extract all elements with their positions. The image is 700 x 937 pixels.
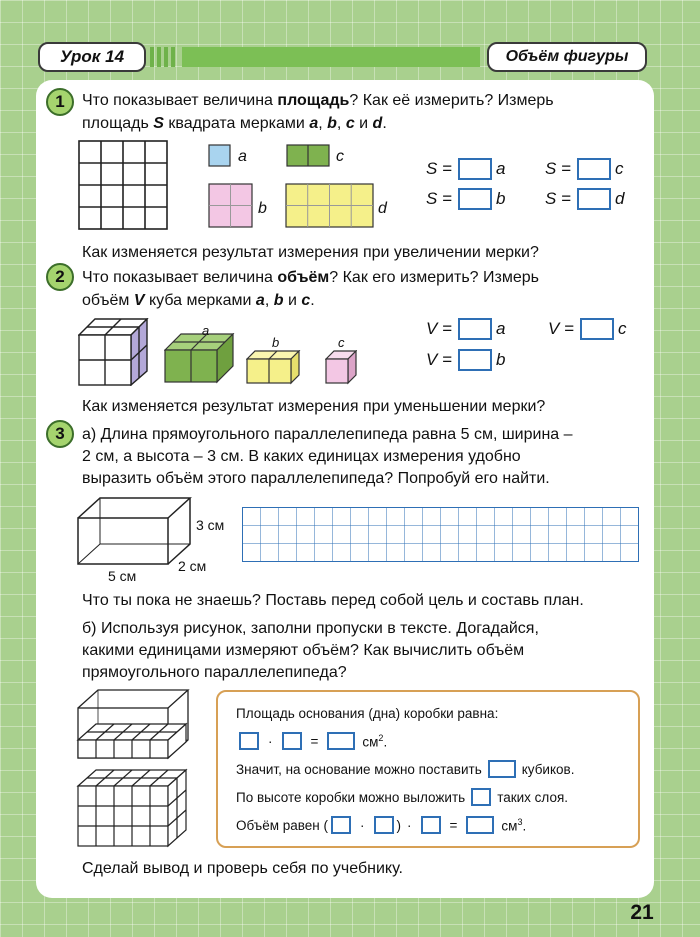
task-2-question: Как изменяется результат измерения при уменьшении мерки? bbox=[82, 398, 546, 415]
blank-layers[interactable] bbox=[471, 788, 491, 806]
measure-b-block bbox=[246, 350, 302, 386]
answer-box-v-c[interactable] bbox=[580, 318, 614, 340]
measure-c-cube bbox=[325, 350, 357, 386]
task-1-question: Как изменяется результат измерения при увеличении мерки? bbox=[82, 244, 539, 261]
label-d: d bbox=[378, 200, 387, 217]
eq-v-a: V = a bbox=[426, 319, 506, 338]
task-1-number: 1 bbox=[46, 88, 74, 116]
eq-v-c: V = c bbox=[548, 319, 627, 338]
task-3a-line2: 2 см, а высота – 3 см. В каких единицах измерения удобно bbox=[82, 448, 521, 465]
blank-volume[interactable] bbox=[466, 816, 494, 834]
label-b: b bbox=[258, 200, 267, 217]
dim-height: 3 см bbox=[196, 517, 225, 533]
dim-width: 2 см bbox=[178, 558, 207, 574]
answer-box-s-a[interactable] bbox=[458, 158, 492, 180]
blank-area[interactable] bbox=[327, 732, 355, 750]
answer-box-s-d[interactable] bbox=[577, 188, 611, 210]
measure-a-block bbox=[164, 333, 236, 385]
box-line-area-formula: · = $см^2$. bbox=[236, 732, 387, 750]
page-number: 21 bbox=[630, 901, 654, 924]
eq-s-c: S = c bbox=[545, 159, 624, 178]
box-line-base-area: Площадь основания (дна) коробки равна: bbox=[236, 706, 499, 721]
measure-d-rect bbox=[285, 183, 375, 229]
task-1-text-line1: Что показывает величина площадь? Как её измерить? Измерь bbox=[82, 92, 554, 109]
fill-in-box bbox=[216, 690, 640, 848]
answer-grid[interactable] bbox=[242, 507, 643, 563]
task-3a-line3: выразить объём этого параллелепипеда? Попробуй его найти. bbox=[82, 470, 550, 487]
block-label-b: b bbox=[272, 335, 280, 350]
eq-v-b: V = b bbox=[426, 350, 506, 369]
box-line-volume: Объём равен ( · ) · = $см^3$. bbox=[236, 816, 527, 834]
blank-cubes[interactable] bbox=[488, 760, 516, 778]
task-3b-line2: какими единицами измеряют объём? Как вычислить объём bbox=[82, 642, 525, 659]
box-line-layers: По высоте коробки можно выложить таких слоя. bbox=[236, 789, 569, 805]
task-3b-line3: прямоугольного параллелепипеда? bbox=[82, 664, 347, 681]
dim-length: 5 см bbox=[108, 568, 137, 584]
box-three-layers bbox=[76, 768, 192, 848]
eq-s-a: S = a bbox=[426, 159, 506, 178]
task-2-text-line1: Что показывает величина объём? Как его измерить? Измерь bbox=[82, 269, 539, 286]
conclusion-text: Сделай вывод и проверь себя по учебнику. bbox=[82, 860, 403, 877]
cube-2x2x2 bbox=[78, 318, 150, 386]
block-label-c: c bbox=[338, 335, 345, 350]
eq-s-b: S = b bbox=[426, 189, 506, 208]
measure-a-square bbox=[208, 144, 232, 168]
eq-s-d: S = d bbox=[545, 189, 625, 208]
blank-v3[interactable] bbox=[421, 816, 441, 834]
task-1-text-line2: площадь S квадрата мерками a, b, c и d. bbox=[82, 115, 387, 132]
square-grid-4x4 bbox=[78, 140, 170, 232]
header-bar bbox=[150, 46, 480, 68]
answer-box-s-c[interactable] bbox=[577, 158, 611, 180]
blank-v1[interactable] bbox=[331, 816, 351, 834]
label-a: a bbox=[238, 148, 247, 165]
box-one-layer bbox=[76, 688, 192, 760]
box-line-cubes: Значит, на основание можно поставить кубиков. bbox=[236, 761, 575, 777]
measure-b-square bbox=[208, 183, 254, 229]
blank-v2[interactable] bbox=[374, 816, 394, 834]
topic-label: Объём фигуры bbox=[487, 42, 647, 72]
lesson-label: Урок 14 bbox=[38, 42, 146, 72]
blank-width[interactable] bbox=[282, 732, 302, 750]
answer-box-v-b[interactable] bbox=[458, 349, 492, 371]
blank-length[interactable] bbox=[239, 732, 259, 750]
answer-box-v-a[interactable] bbox=[458, 318, 492, 340]
task-3-number: 3 bbox=[46, 420, 74, 448]
label-c: c bbox=[336, 148, 344, 165]
measure-c-rect bbox=[286, 144, 332, 168]
task-3-plan: Что ты пока не знаешь? Поставь перед собой цель и составь план. bbox=[82, 592, 584, 609]
answer-box-s-b[interactable] bbox=[458, 188, 492, 210]
block-label-a: a bbox=[202, 323, 210, 338]
task-3b-line1: б) Используя рисунок, заполни пропуски в тексте. Догадайся, bbox=[82, 620, 539, 637]
task-2-text-line2: объём V куба мерками a, b и c. bbox=[82, 292, 315, 309]
task-3a-line1: а) Длина прямоугольного параллелепипеда равна 5 см, ширина – bbox=[82, 426, 573, 443]
task-2-number: 2 bbox=[46, 263, 74, 291]
